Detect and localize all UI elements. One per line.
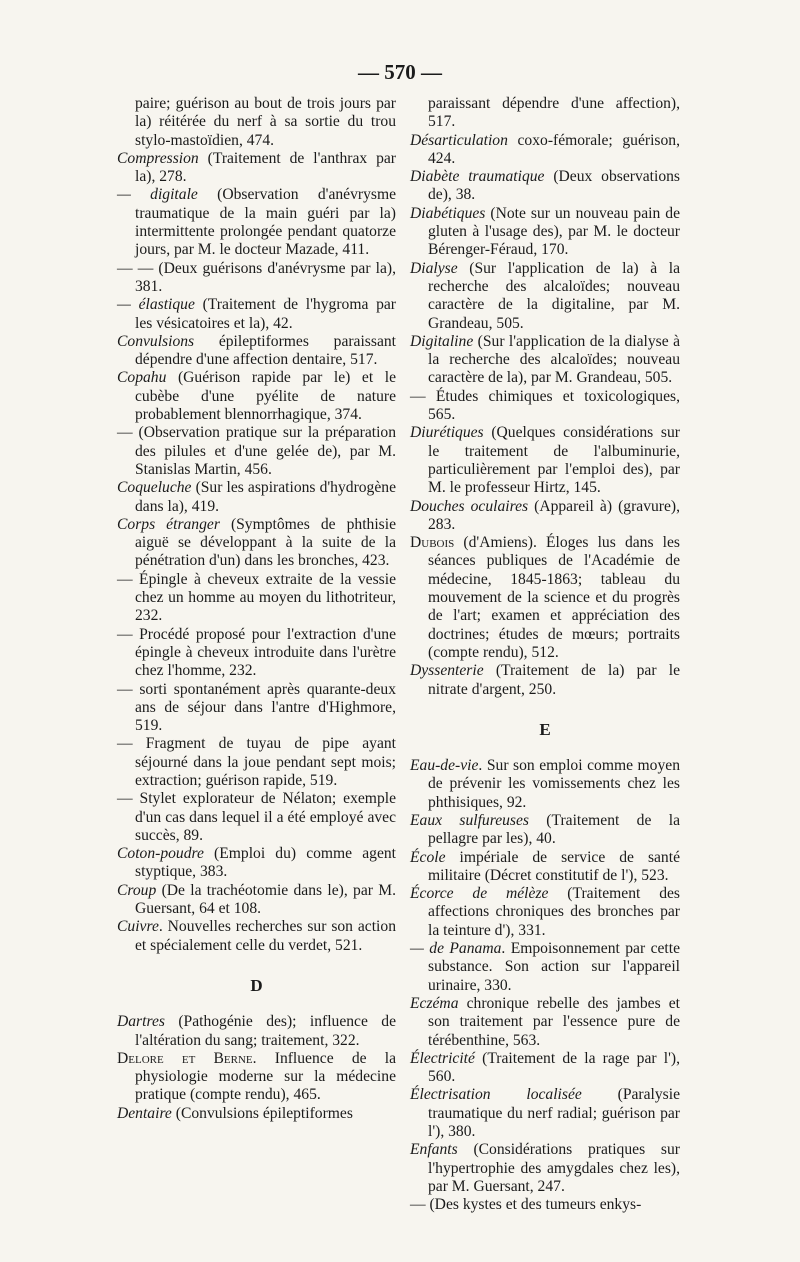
index-entry: [410, 534, 680, 662]
entry-text: (Traitement de la rage par l'), 560.: [428, 1049, 680, 1086]
entry-text: chronique rebelle des jambes et son traitement par l'essence pure de térébenthine, 563.: [428, 994, 680, 1049]
index-entry: [117, 186, 396, 259]
index-entry: [410, 333, 680, 388]
entry-headword: Cuivre: [117, 918, 159, 936]
index-entry: [117, 681, 396, 736]
entry-text: (De la trachéotomie dans le), par M. Guersant, 64 et 108.: [135, 881, 396, 918]
entry-headword: Diabétiques: [410, 204, 486, 222]
right-column: [410, 95, 680, 1215]
index-entry: [117, 918, 396, 955]
entry-text: (Sur l'application de la dialyse à la recherche des alcaloïdes; nouveau caractère de la), par M. Grandeau, 505.: [428, 332, 680, 387]
entry-text: (Emploi du) comme agent styptique, 383.: [135, 845, 396, 881]
index-entry: [410, 849, 680, 886]
index-entry: [117, 424, 396, 479]
index-entry: [117, 1105, 396, 1123]
entry-text: — Épingle à cheveux extraite de la vessie chez un homme au moyen du lithotriteur, 232.: [117, 570, 396, 625]
entry-headword: Douches oculaires: [410, 497, 529, 515]
entry-headword: Compression: [117, 149, 199, 167]
entry-text: (Traitement de la) par le nitrate d'argent, 250.: [428, 662, 680, 698]
section-letter: E: [539, 719, 551, 739]
entry-headword: Électrisation localisée: [410, 1086, 582, 1104]
index-entry: [117, 260, 396, 297]
entry-text: (Traitement des affections chroniques des bronches par la teinture d'), 331.: [428, 885, 680, 939]
entry-headword: Coqueluche: [117, 479, 192, 497]
index-entry: [410, 1196, 680, 1214]
index-entry: [117, 333, 396, 370]
entry-text: paraissant dépendre d'une affection), 517.: [428, 95, 680, 131]
entry-headword: Dyssenterie: [410, 662, 484, 680]
entry-text: — — (Deux guérisons d'anévrysme par la), 381.: [117, 259, 396, 295]
entry-headword: Eaux sulfureuses: [410, 811, 529, 829]
index-entry: [117, 1050, 396, 1105]
entry-headword: Croup: [117, 881, 157, 899]
entry-headword: Delore et Berne: [117, 1049, 253, 1067]
entry-headword: Électricité: [410, 1049, 475, 1067]
entry-headword: Dialyse: [410, 259, 458, 277]
entry-text: (Deux observations de), 38.: [428, 168, 680, 204]
entry-text: — Procédé proposé pour l'extraction d'une épingle à cheveux introduite dans l'urètre chez l'homme, 232.: [117, 625, 396, 680]
entry-text: coxo-fémorale; guérison, 424.: [428, 131, 680, 167]
entry-headword: Diurétiques: [410, 424, 484, 442]
entry-text: (Note sur un nouveau pain de gluten à l'usage des), par M. le docteur Bérenger-Féraud, 170.: [428, 204, 680, 259]
entry-text: paire; guérison au bout de trois jours par la) réitérée du nerf à sa sortie du trou stylo-mastoïdien, 474.: [135, 95, 396, 149]
entry-text: (Sur l'application de la) à la recherche des alcaloïdes; nouveau caractère de la digitaline, par M. Grandeau, 505.: [428, 259, 680, 332]
entry-text: épileptiformes paraissant dépendre d'une affection dentaire, 517.: [135, 332, 396, 369]
entry-text: — Études chimiques et toxicologiques, 565.: [410, 387, 680, 424]
entry-headword: Dartres: [117, 1013, 165, 1031]
index-entry: [410, 757, 680, 812]
index-entry: [410, 1141, 680, 1196]
index-entry: [410, 132, 680, 169]
index-entry: [410, 260, 680, 333]
index-entry: [410, 498, 680, 535]
entry-text: (Traitement de la pellagre par les), 40.: [428, 811, 680, 848]
entry-headword: Coton-poudre: [117, 845, 204, 863]
left-column: [117, 95, 396, 1123]
entry-text: . Empoisonnement par cette substance. Son action sur l'appareil urinaire, 330.: [428, 940, 681, 994]
index-entry: [117, 845, 396, 882]
entry-headword: Corps étranger: [117, 515, 220, 533]
index-entry: [410, 812, 680, 849]
entry-headword: Copahu: [117, 369, 167, 387]
entry-text: (Paralysie traumatique du nerf radial; guérison par l'), 380.: [428, 1086, 680, 1141]
index-entry: [117, 95, 396, 150]
index-entry: [410, 388, 680, 425]
index-entry: [410, 995, 680, 1050]
entry-headword: Dentaire: [117, 1104, 172, 1122]
index-entry: [117, 150, 396, 187]
entry-text: (Guérison rapide par le) et le cubèbe d'une pyélite de nature probablement blennorrhagique, 374.: [135, 369, 396, 424]
entry-headword: Eczéma: [410, 994, 459, 1012]
entry-headword: Écorce de mélèze: [410, 885, 549, 903]
index-entry: [117, 516, 396, 571]
entry-text: — Stylet explorateur de Nélaton; exemple d'un cas dans lequel il a été employé avec succès, 89.: [117, 790, 396, 844]
entry-text: (Convulsions épileptiformes: [171, 1104, 353, 1122]
entry-text: impériale de service de santé militaire (Décret constitutif de l'), 523.: [428, 848, 680, 884]
entry-headword: Dubois: [410, 534, 455, 552]
index-entry: [117, 626, 396, 681]
entry-text: — (Observation pratique sur la préparation des pilules et d'une gelée de), par M. Stanislas Martin, 456.: [117, 424, 396, 478]
entry-text: (d'Amiens). Éloges lus dans les séances publiques de l'Académie de médecine, 1845-1863; tableau du mouvement de la science et du progrès de l'art; examen et appréciation des doctrines; études de mœurs; portraits (compte rendu), 512.: [428, 534, 680, 661]
entry-text: (Observation d'anévrysme traumatique de la main guéri par la) intermittente prolongée pendant quatorze jours, par M. le docteur Mazade, 411.: [135, 186, 397, 259]
section-letter: D: [250, 975, 263, 995]
entry-headword: — de Panama: [410, 940, 502, 958]
entry-text: — Fragment de tuyau de pipe ayant séjourné dans la joue pendant sept mois; extraction; guérison rapide, 519.: [117, 735, 396, 789]
entry-text: (Considérations pratiques sur l'hypertrophie des amygdales chez les), par M. Guersant, 247.: [428, 1141, 680, 1195]
entry-text: (Pathogénie des); influence de l'altération du sang; traitement, 322.: [135, 1013, 396, 1049]
index-entry: [410, 1086, 680, 1141]
page-number: — 570 —: [358, 60, 442, 84]
entry-text: (Sur les aspirations d'hydrogène dans la), 419.: [135, 479, 396, 515]
index-entry: [410, 95, 680, 132]
index-entry: [410, 662, 680, 699]
index-entry: [410, 1050, 680, 1087]
index-entry: [410, 205, 680, 260]
entry-headword: — digitale: [117, 186, 198, 204]
entry-headword: — élastique: [117, 296, 195, 314]
entry-text: . Influence de la physiologie moderne sur la médecine pratique (compte rendu), 465.: [135, 1049, 396, 1104]
entry-text: (Appareil à) (gravure), 283.: [428, 497, 680, 533]
entry-headword: Désarticulation: [410, 131, 508, 149]
entry-text: (Symptômes de phthisie aiguë se développant à la suite de la pénétration d'un) dans les bronches, 423.: [135, 515, 396, 570]
index-entry: [117, 735, 396, 790]
index-entry: [410, 885, 680, 940]
index-entry: [410, 424, 680, 497]
index-entry: [117, 479, 396, 516]
entry-text: — (Des kystes et des tumeurs enkys-: [410, 1196, 642, 1214]
entry-text: (Traitement de l'hygroma par les vésicatoires et la), 42.: [135, 296, 396, 332]
entry-headword: Digitaline: [410, 332, 474, 350]
entry-text: (Traitement de l'anthrax par la), 278.: [135, 149, 396, 186]
index-entry: [117, 882, 396, 919]
index-entry: [117, 790, 396, 845]
entry-headword: École: [410, 848, 446, 866]
index-entry: [117, 369, 396, 424]
entry-headword: Enfants: [410, 1141, 458, 1159]
entry-headword: Eau-de-vie: [410, 757, 479, 775]
index-entry: [410, 940, 680, 995]
index-entry: [117, 296, 396, 333]
entry-headword: Diabète traumatique: [410, 168, 545, 186]
entry-headword: Convulsions: [117, 332, 195, 350]
entry-text: — sorti spontanément après quarante-deux ans de séjour dans l'antre d'Highmore, 519.: [117, 680, 396, 735]
index-entry: [117, 1013, 396, 1050]
index-entry: [117, 571, 396, 626]
entry-text: . Sur son emploi comme moyen de prévenir les vomissements chez les phthisiques, 92.: [428, 757, 680, 811]
entry-text: . Nouvelles recherches sur son action et spécialement celle du verdet, 521.: [135, 918, 396, 954]
entry-text: (Quelques considérations sur le traitement de l'albuminurie, particulièrement par l'emploi des), par M. le professeur Hirtz, 145.: [428, 424, 680, 497]
index-entry: [410, 168, 680, 205]
